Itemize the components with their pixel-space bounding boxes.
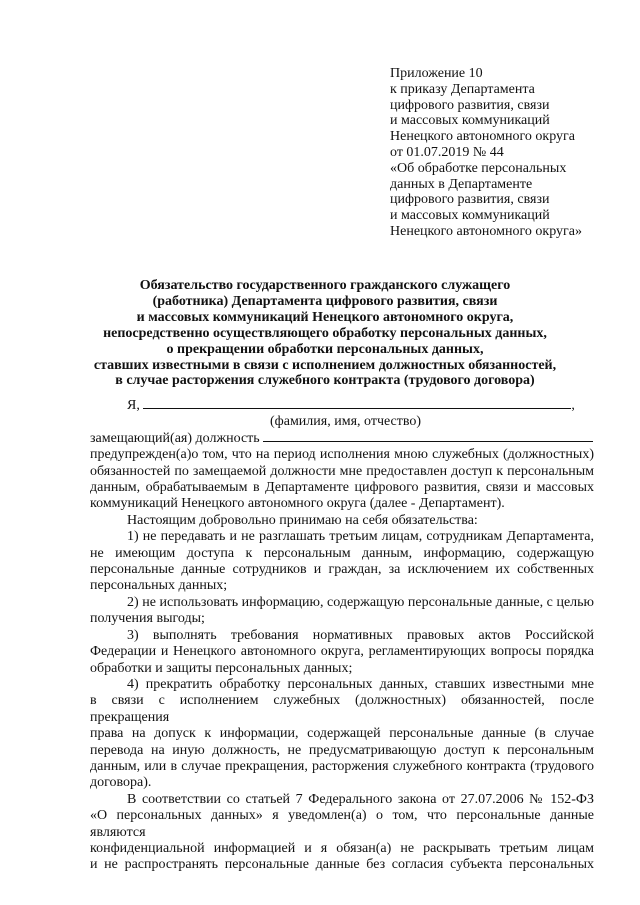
title-line: и массовых коммуникаций Ненецкого автономного округа, — [136, 309, 514, 325]
paragraph-line: обязанностей по замещаемой должности мне предоставлен доступ к персональным — [90, 463, 594, 479]
title-line: о прекращении обработки персональных данных, — [166, 341, 484, 357]
paragraph-line: получения выгоды; — [90, 611, 205, 627]
title-line: ставших известными в связи с исполнением должностных обязанностей, — [93, 357, 557, 373]
appendix-line: и массовых коммуникаций — [390, 208, 550, 224]
paragraph-line: Настоящим добровольно принимаю на себя обязательства: — [127, 512, 478, 528]
appendix-line: к приказу Департамента — [390, 81, 535, 97]
paragraph-line: конфиденциальной информацией и я обязан(а) не раскрывать третьим лицам — [90, 840, 594, 856]
paragraph-line: коммуникаций Ненецкого автономного округа (далее - Департамент). — [90, 496, 505, 512]
fio-blank-line — [143, 408, 571, 409]
paragraph-line: и не распространять персональные данные без согласия субъекта персональных — [90, 857, 594, 873]
appendix-line: цифрового развития, связи — [390, 192, 550, 208]
paragraph-line: права на допуск к информации, содержащей персональные данные (в случае — [90, 726, 594, 742]
fio-hint: (фамилия, имя, отчество) — [270, 414, 422, 430]
paragraph-line: «О персональных данных» я уведомлен(а) о том, что персональные данные являются — [90, 808, 594, 840]
appendix-line: Ненецкого автономного округа» — [390, 223, 582, 239]
appendix-line: от 01.07.2019 № 44 — [390, 144, 504, 160]
appendix-line: «Об обработке персональных — [390, 160, 567, 176]
appendix-line: данных в Департаменте — [390, 176, 533, 192]
paragraph-line: персональных данных; — [90, 578, 228, 594]
appendix-line: Приложение 10 — [390, 66, 483, 81]
title-line: Обязательство государственного гражданского служащего — [139, 278, 511, 293]
appendix-line: цифрового развития, связи — [390, 97, 550, 113]
appendix-line: и массовых коммуникаций — [390, 113, 550, 129]
paragraph-line: в связи с исполнением служебных (должностных) обязанностей, после прекращения — [90, 693, 594, 725]
paragraph-line: персональные данные сотрудников и граждан, за исключением их собственных — [90, 562, 594, 578]
position-blank-line — [263, 441, 593, 442]
document-body — [90, 398, 594, 874]
paragraph-line: не имеющим доступа к персональным данным, информацию, содержащую — [90, 545, 594, 561]
paragraph-line: обработки и защиты персональных данных; — [90, 660, 353, 676]
document-title — [80, 278, 570, 389]
paragraph-line: перевода на иную должность, не предусматривающую доступ к персональным — [90, 742, 594, 758]
title-line: в случае расторжения служебного контракта (трудового договора) — [115, 373, 535, 389]
obligation-item-1: 1) не передавать и не разглашать третьим лицам, сотрудникам Департамента, — [127, 529, 594, 545]
obligation-item-3: 3) выполнять требования нормативных правовых актов Российской — [127, 627, 594, 643]
i-label: Я, — [127, 398, 140, 413]
paragraph-line: данным, обрабатываемым в Департаменте цифрового развития, связи и массовых — [90, 480, 594, 496]
fio-row — [90, 398, 594, 414]
obligation-item-4: 4) прекратить обработку персональных данных, ставших известными мне — [127, 676, 594, 692]
title-line: непосредственно осуществляющего обработку персональных данных, — [103, 325, 547, 341]
paragraph-line: данным, или в случае прекращения, расторжения служебного контракта (трудового — [90, 758, 594, 774]
appendix-line: Ненецкого автономного округа — [390, 129, 575, 145]
position-label: замещающий(ая) должность — [90, 430, 260, 446]
title-line: (работника) Департамента цифрового развития, связи — [152, 293, 498, 309]
paragraph-line: предупрежден(а)о том, что на период исполнения мною служебных (должностных) — [90, 447, 594, 463]
fio-comma: , — [571, 398, 575, 413]
paragraph-line: Федерации и Ненецкого автономного округа, регламентирующих вопросы порядка — [90, 644, 594, 660]
paragraph-line: В соответствии со статьей 7 Федерального закона от 27.07.2006 № 152-ФЗ — [127, 791, 594, 807]
position-row — [90, 431, 594, 447]
appendix-block — [390, 66, 630, 240]
paragraph-line: договора). — [90, 775, 152, 791]
obligation-item-2: 2) не использовать информацию, содержащую персональные данные, с целью — [127, 594, 594, 610]
